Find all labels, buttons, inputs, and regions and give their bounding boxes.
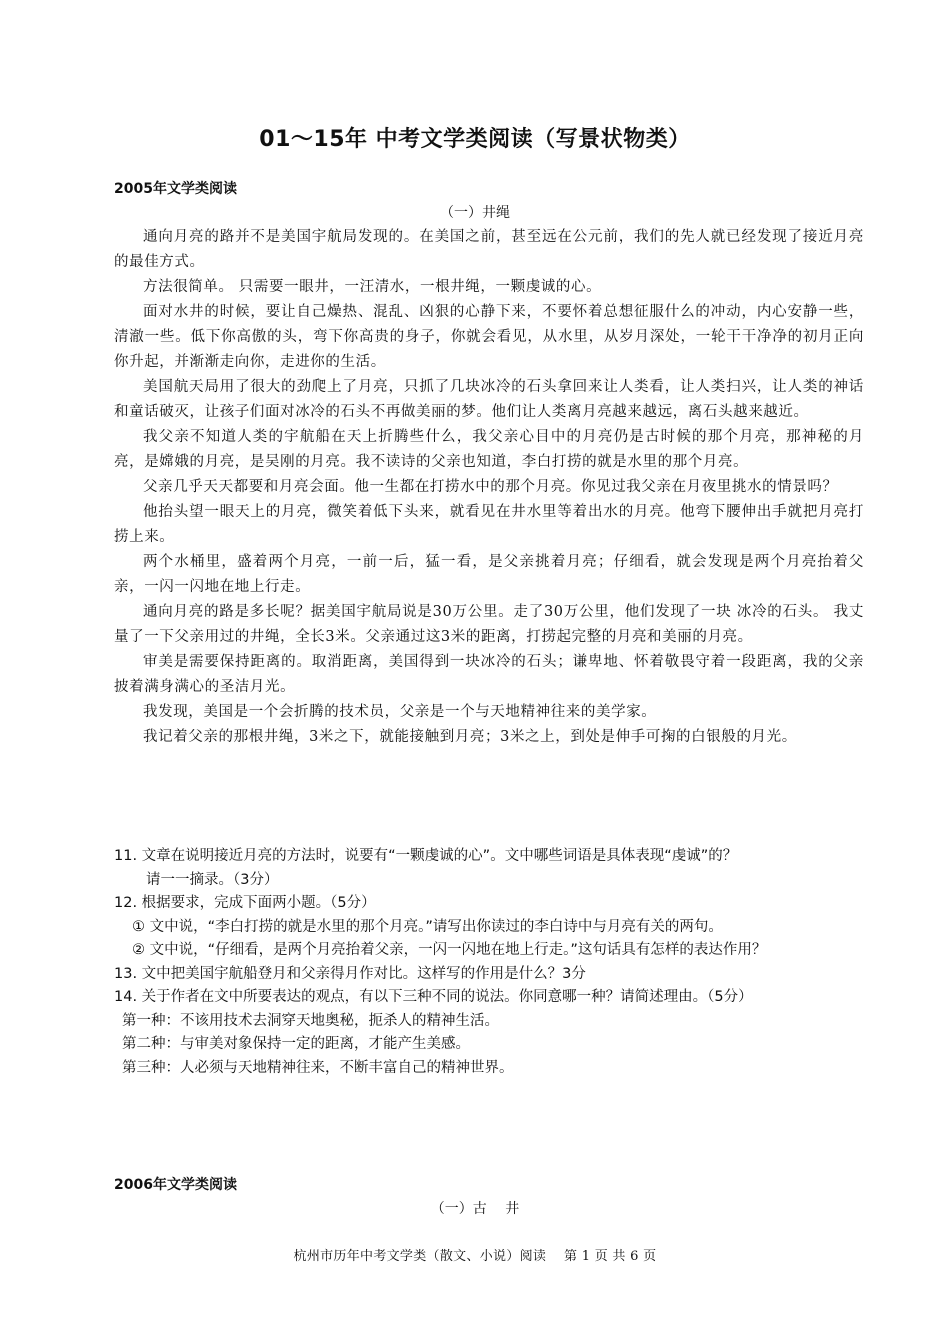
article-paragraph: 我发现，美国是一个会折腾的技术员，父亲是一个与天地精神往来的美学家。 [143,704,657,720]
article-paragraph: 通向月亮的路是多长呢？据美国宇航局说是30万公里。走了30万公里，他们发现了一块 冰冷的石头。 我丈量了一下父亲用过的井绳，全长3米。父亲通过这3米的距离，打捞起完整的月亮和美丽的月亮。 [114,604,864,645]
question-12-part-2: ② 文中说，“仔细看，是两个月亮抬着父亲，一闪一闪地在地上行走。”这句话具有怎样的表达作用？ [132,942,767,958]
questions-block [114,845,884,1080]
section-heading-2005: 2005年文学类阅读 [114,181,237,197]
article-paragraph: 美国航天局用了很大的劲爬上了月亮，只抓了几块冰冷的石头拿回来让人类看，让人类扫兴，让人类的神话和童话破灭，让孩子们面对冰冷的石头不再做美丽的梦。他们让人类离月亮越来越远，离石头越来越近。 [114,379,864,420]
article-paragraph: 父亲几乎天天都要和月亮会面。他一生都在打捞水中的那个月亮。你见过我父亲在月夜里挑水的情景吗？ [143,479,838,495]
page-footer: 杭州市历年中考文学类（散文、小说）阅读 第 1 页 共 6 页 [293,1249,657,1264]
article-paragraph: 我记着父亲的那根井绳，3米之下，就能接触到月亮；3米之上，到处是伸手可掬的白银般的月光。 [143,729,797,745]
question-14-option-1: 第一种：不该用技术去洞穿天地奥秘，扼杀人的精神生活。 [122,1012,499,1029]
question-13: 13. 文中把美国宇航船登月和父亲得月作对比。这样写的作用是什么？3分 [114,965,586,982]
article-paragraph: 审美是需要保持距离的。取消距离，美国得到一块冰冷的石头；谦卑地、怀着敬畏守着一段距离，我的父亲披着满身满心的圣洁月光。 [114,654,864,695]
question-14: 14. 关于作者在文中所要表达的观点，有以下三种不同的说法。你同意哪一种？请简述理由。（5分） [114,989,753,1005]
question-11-continuation: 请一一摘录。（3分） [146,871,279,888]
question-12-part-1: ① 文中说，“李白打捞的就是水里的那个月亮。”请写出你读过的李白诗中与月亮有关的两句。 [132,918,723,935]
article-paragraph: 两个水桶里，盛着两个月亮，一前一后，猛一看，是父亲挑着月亮；仔细看，就会发现是两个月亮抬着父亲，一闪一闪地在地上行走。 [114,554,864,595]
article-paragraph: 方法很简单。 只需要一眼井，一汪清水，一根井绳，一颗虔诚的心。 [143,279,602,295]
article-paragraph: 通向月亮的路并不是美国宇航局发现的。在美国之前，甚至远在公元前，我们的先人就已经发现了接近月亮的最佳方式。 [114,229,864,270]
article-title-jingsheng: （一）井绳 [440,205,510,221]
article-body [114,225,864,750]
page-title: 01～15年 中考文学类阅读（写景状物类） [259,127,691,152]
section-heading-2006: 2006年文学类阅读 [114,1177,237,1193]
question-12: 12. 根据要求，完成下面两小题。（5分） [114,895,376,911]
article-paragraph: 我父亲不知道人类的宇航船在天上折腾些什么，我父亲心目中的月亮仍是古时候的那个月亮，那神秘的月亮，是嫦娥的月亮，是吴刚的月亮。我不读诗的父亲也知道，李白打捞的就是水里的那个月亮。 [114,429,864,470]
question-14-option-3: 第三种：人必须与天地精神往来，不断丰富自己的精神世界。 [122,1059,514,1076]
article-title-gujing: （一）古 井 [430,1201,520,1217]
article-paragraph: 面对水井的时候，要让自己燥热、混乱、凶狠的心静下来，不要怀着总想征服什么的冲动，内心安静一些，清澈一些。低下你高傲的头，弯下你高贵的身子，你就会看见，从水里，从岁月深处，一轮干干净净的初月正向你升起，并渐渐走向你，走进你的生活。 [114,304,864,370]
question-14-option-2: 第二种：与审美对象保持一定的距离，才能产生美感。 [122,1036,470,1052]
question-11: 11. 文章在说明接近月亮的方法时，说要有“一颗虔诚的心”。文中哪些词语是具体表现“虔诚”的？ [114,848,738,864]
article-paragraph: 他抬头望一眼天上的月亮，微笑着低下头来，就看见在井水里等着出水的月亮。他弯下腰伸出手就把月亮打捞上来。 [114,504,864,545]
